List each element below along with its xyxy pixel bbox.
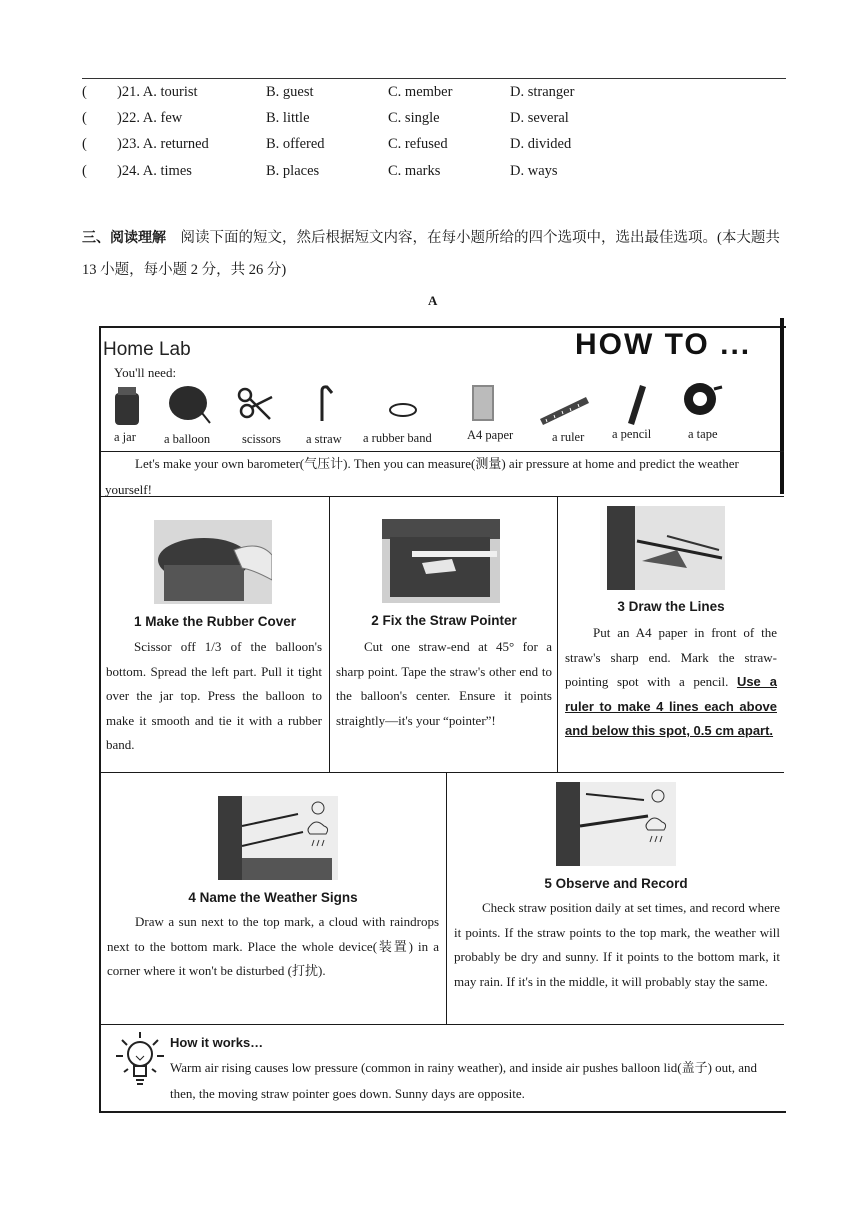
step3-title: 3 Draw the Lines: [617, 599, 725, 614]
balloon-icon: [169, 386, 210, 423]
answer-blank[interactable]: (: [82, 163, 87, 179]
item-label: a rubber band: [363, 431, 432, 445]
tape-icon: [684, 383, 722, 415]
straw-icon: [322, 387, 332, 421]
step3-body-emphasis: Use a ruler to make 4 lines each above and below this spot, 0.5 cm apart.: [565, 674, 777, 738]
option-c: C. refused: [388, 136, 448, 152]
step2-body: Cut one straw-end at 45° for a sharp point. Tape the straw's other end to the balloon's center. Ensure it points straightly—it's your “pointer”!: [336, 639, 552, 728]
option-d: D. divided: [510, 136, 572, 152]
option-a: )24. A. times: [117, 163, 192, 179]
divider: [329, 496, 330, 772]
option-d: D. ways: [510, 163, 558, 179]
how-it-works-title: How it works…: [170, 1035, 264, 1050]
item-label: a pencil: [612, 427, 652, 441]
option-a: )21. A. tourist: [117, 84, 198, 100]
ruler-icon: [540, 397, 589, 425]
section-heading: 三、阅读理解: [82, 230, 166, 246]
answer-blank[interactable]: (: [82, 110, 87, 126]
option-c: C. single: [388, 110, 440, 126]
panel-title: Home Lab: [103, 339, 191, 360]
option-c: C. member: [388, 84, 453, 100]
item-label: a tape: [688, 427, 718, 441]
section-instruction: [82, 222, 788, 286]
step3-photo: [607, 506, 725, 590]
divider: [99, 1024, 784, 1025]
step3-body: [565, 621, 777, 744]
step2-photo: [382, 519, 500, 603]
step1-title: 1 Make the Rubber Cover: [133, 614, 297, 629]
a4-paper-icon: [472, 385, 494, 421]
you-need-label: You'll need:: [114, 365, 177, 380]
passage-letter: A: [428, 293, 438, 308]
item-label: a jar: [114, 430, 136, 444]
item-label: a ruler: [552, 430, 585, 444]
pencil-icon: [628, 385, 646, 425]
rubber-band-icon: [390, 404, 416, 416]
how-to-banner: HOW TO ...: [575, 328, 752, 361]
item-label: a balloon: [164, 432, 211, 446]
item-label: A4 paper: [467, 428, 514, 442]
option-a: )22. A. few: [117, 110, 183, 126]
option-d: D. several: [510, 110, 569, 126]
step5-title: 5 Observe and Record: [544, 876, 688, 891]
step4-body: Draw a sun next to the top mark, a cloud with raindrops next to the bottom mark. Place the whole device(装置) in a corner where it won't be disturbed (打扰).: [107, 914, 439, 978]
answer-blank[interactable]: (: [82, 84, 87, 100]
step4-photo: [218, 796, 338, 880]
option-c: C. marks: [388, 163, 441, 179]
step1-body: Scissor off 1/3 of the balloon's bottom. Spread the left part. Pull it tight over the jar top. Press the balloon to make it smooth and tie it with a rubber band.: [106, 639, 322, 752]
lightbulb-icon: [114, 1030, 166, 1092]
option-b: B. little: [266, 110, 310, 126]
step4-title: 4 Name the Weather Signs: [188, 890, 358, 905]
step3-body-text: Put an A4 paper in front of the straw's sharp end. Mark the straw-pointing spot with a pencil.: [565, 625, 777, 689]
intro-text: Let's make your own barometer(气压计). Then you can measure(测量) air pressure at home and predict the weather yourself!: [105, 456, 739, 497]
item-label: scissors: [242, 432, 281, 446]
step1-photo: [154, 520, 272, 604]
step5-body: Check straw position daily at set times, and record where it points. If the straw points to the top mark, the weather will probably be dry and sunny. If it points to the bottom mark, it may rain. If it's in the middle, it will probably stay the same.: [454, 900, 780, 989]
supplies-illustrations: [110, 383, 790, 431]
answer-blank[interactable]: (: [82, 136, 87, 152]
step2-title: 2 Fix the Straw Pointer: [371, 613, 517, 628]
option-b: B. places: [266, 163, 320, 179]
divider: [557, 496, 558, 772]
option-b: B. offered: [266, 136, 325, 152]
option-d: D. stranger: [510, 84, 575, 100]
option-b: B. guest: [266, 84, 314, 100]
divider: [446, 772, 447, 1024]
scissors-icon: [239, 389, 272, 419]
item-label: a straw: [306, 432, 342, 446]
divider: [99, 772, 784, 773]
jar-icon: [115, 387, 139, 425]
step5-photo: [556, 782, 676, 866]
how-it-works-text: Warm air rising causes low pressure (common in rainy weather), and inside air pushes balloon lid(盖子) out, and then, the moving straw pointer goes down. Sunny days are opposite.: [170, 1060, 758, 1101]
section-instruction-text: 阅读下面的短文，然后根据短文内容，在每小题所给的四个选项中，选出最佳选项。(本大题共13 小题，每小题 2 分，共 26 分): [82, 230, 780, 278]
top-rule: [82, 78, 786, 79]
option-a: )23. A. returned: [117, 136, 209, 152]
